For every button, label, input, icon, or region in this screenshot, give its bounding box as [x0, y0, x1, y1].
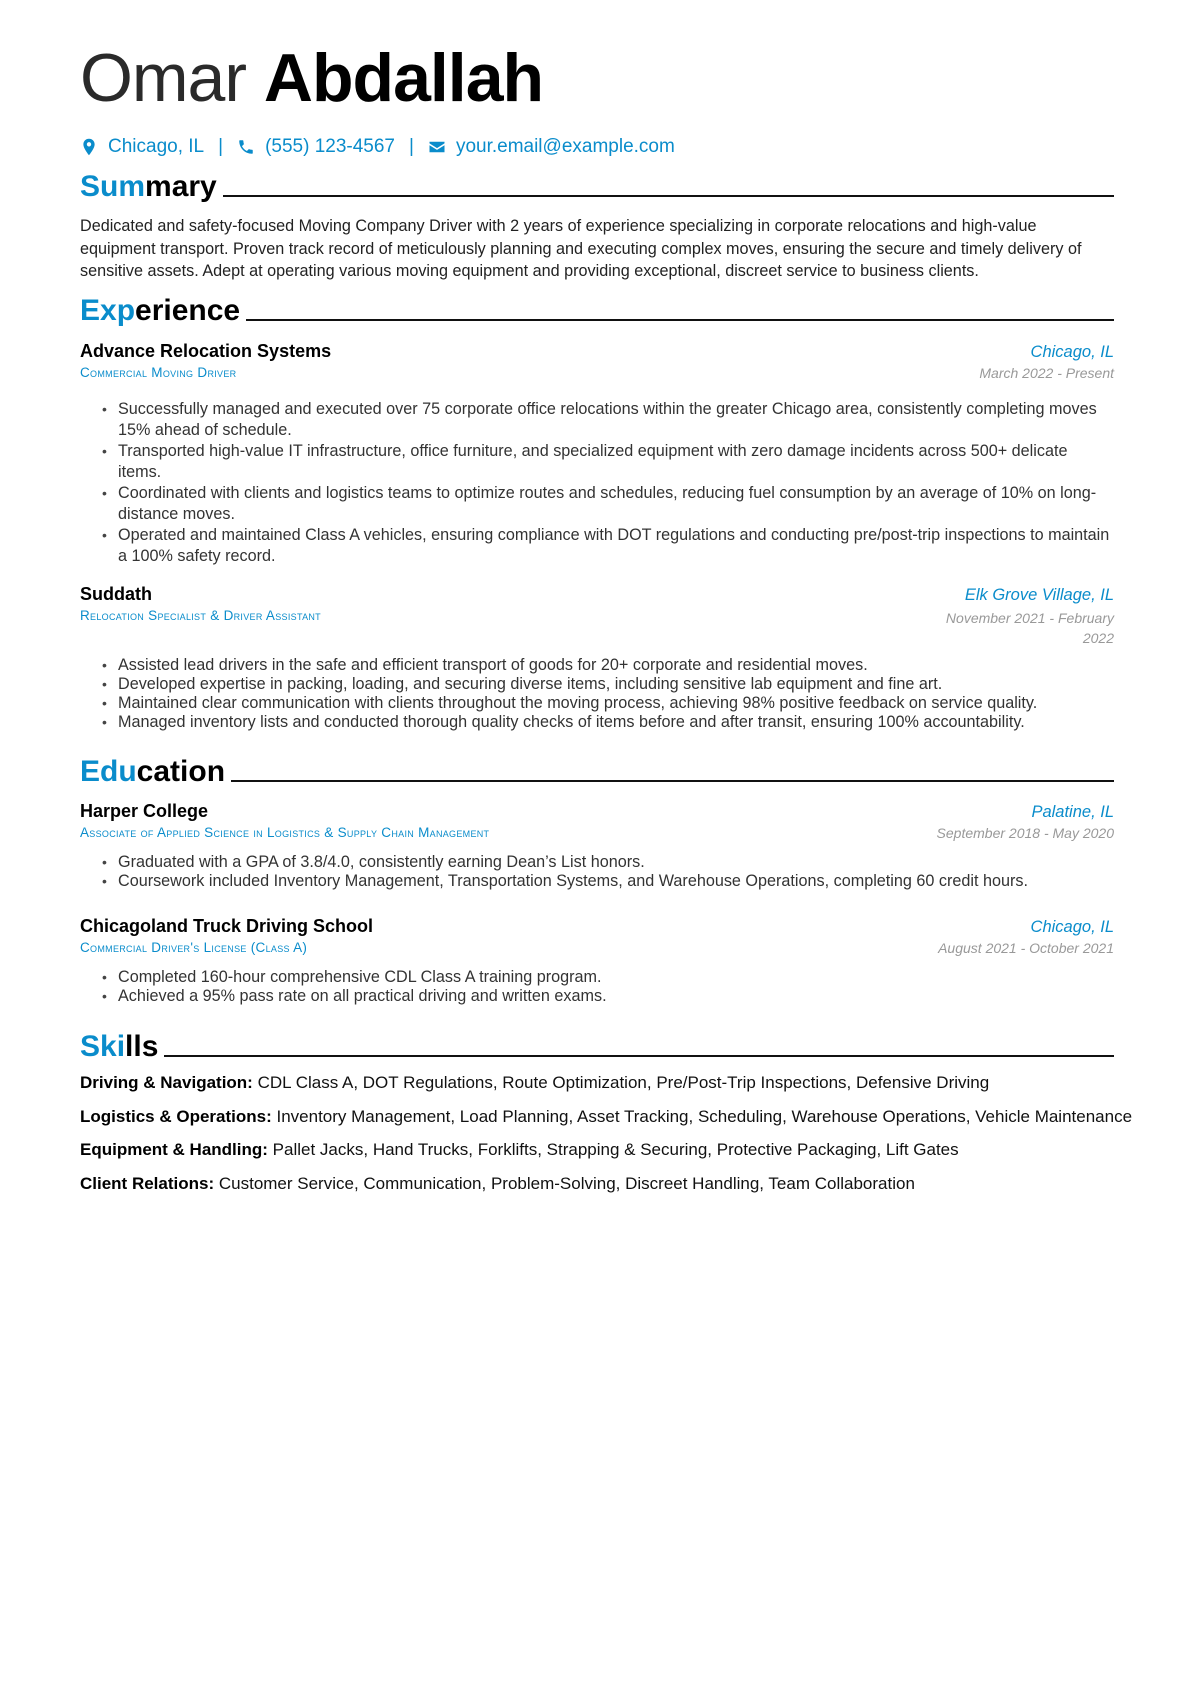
title-rest: lls [125, 1030, 159, 1063]
job-bullets [80, 656, 1114, 732]
contact-phone[interactable] [237, 136, 395, 158]
contact-bar [80, 133, 675, 161]
map-marker-icon [80, 138, 98, 156]
skill-category: Client Relations: [80, 1173, 215, 1193]
skill-row [80, 1173, 1114, 1207]
title-accent: Exp [80, 294, 136, 327]
last-name: Abdallah [263, 40, 544, 116]
location-text: Chicago, IL [108, 136, 205, 157]
section-rule [246, 319, 1114, 321]
title-accent: Ski [80, 1030, 126, 1063]
section-title [80, 170, 217, 204]
skill-row [80, 1106, 1133, 1140]
title-rest: cation [136, 755, 226, 788]
education-heading [80, 755, 1114, 789]
job-location: Chicago, IL [1030, 343, 1114, 361]
skill-category: Equipment & Handling: [80, 1140, 268, 1159]
experience-entry [80, 584, 1114, 732]
education-entry [80, 916, 1114, 1006]
job-dates: March 2022 - Present [979, 365, 1114, 381]
list-item: • Successfully managed and executed over 75 corporate office relocations within the greater Chicago area, consistently completing moves 15% ahead of schedule. [118, 399, 1114, 441]
degree-title: Commercial Driver's License (Class A) [80, 940, 308, 955]
employer-name: Advance Relocation Systems [80, 341, 332, 361]
degree-title: Associate of Applied Science in Logistics & Supply Chain Management [80, 825, 490, 840]
title-accent: Edu [80, 755, 137, 788]
section-title [80, 1030, 158, 1064]
skills-heading [80, 1030, 1114, 1064]
title-accent: Sum [80, 170, 146, 203]
contact-email[interactable] [428, 136, 675, 158]
school-location: Palatine, IL [1031, 803, 1114, 821]
phone-icon [237, 138, 255, 156]
skill-row [80, 1139, 1114, 1173]
list-item: • Completed 160-hour comprehensive CDL Class A training program. [118, 968, 1114, 987]
phone-text: (555) 123-4567 [265, 136, 395, 157]
school-dates: September 2018 - May 2020 [936, 825, 1114, 841]
contact-separator: | [409, 136, 414, 157]
section-rule [164, 1055, 1114, 1057]
skill-items: Inventory Management, Load Planning, Asset Tracking, Scheduling, Warehouse Operations, Vehicle Maintenance [276, 1106, 1133, 1126]
summary-heading [80, 170, 1114, 204]
list-item: • Graduated with a GPA of 3.8/4.0, consistently earning Dean’s List honors. [118, 853, 1114, 872]
list-item: • Developed expertise in packing, loading, and securing diverse items, including sensitive lab equipment and fine art. [118, 675, 1114, 694]
email-text: your.email@example.com [455, 136, 675, 157]
section-title [80, 294, 240, 328]
contact-separator: | [218, 136, 224, 157]
list-item: • Managed inventory lists and conducted thorough quality checks of items before and after transit, ensuring 100% accountability. [118, 713, 1114, 732]
job-location: Elk Grove Village, IL [964, 586, 1114, 604]
job-title: Relocation Specialist & Driver Assistant [80, 608, 321, 623]
first-name: Omar [80, 40, 246, 116]
title-rest: mary [145, 170, 217, 203]
section-rule [223, 195, 1114, 197]
experience-heading [80, 294, 1114, 328]
school-bullets [80, 968, 1114, 1006]
skill-items: Customer Service, Communication, Problem-Solving, Discreet Handling, Team Collaboration [218, 1173, 915, 1193]
job-dates: November 2021 - February 2022 [945, 610, 1114, 646]
job-title: Commercial Moving Driver [80, 365, 237, 380]
skill-items: Pallet Jacks, Hand Trucks, Forklifts, Strapping & Securing, Protective Packaging, Lift Gates [272, 1140, 959, 1159]
experience-entry [80, 341, 1114, 567]
list-item: • Coordinated with clients and logistics teams to optimize routes and schedules, reducing fuel consumption by an average of 10% on long-distance moves. [118, 483, 1114, 525]
skill-category: Driving & Navigation: [80, 1073, 253, 1092]
school-location: Chicago, IL [1030, 918, 1114, 936]
skill-items: CDL Class A, DOT Regulations, Route Optimization, Pre/Post-Trip Inspections, Defensive Driving [257, 1073, 990, 1092]
skill-category: Logistics & Operations: [80, 1106, 272, 1126]
title-rest: erience [135, 294, 241, 327]
list-item: • Maintained clear communication with clients throughout the moving process, achieving 98% positive feedback on service quality. [118, 694, 1114, 713]
list-item: • Assisted lead drivers in the safe and efficient transport of goods for 20+ corporate and residential moves. [118, 656, 1114, 675]
candidate-name [80, 38, 543, 118]
skills-list [80, 1072, 1133, 1206]
education-entry [80, 801, 1114, 891]
section-rule [231, 780, 1114, 782]
list-item: • Operated and maintained Class A vehicles, ensuring compliance with DOT regulations and conducting pre/post-trip inspections to maintain a 100% safety record. [118, 525, 1114, 567]
contact-location [80, 136, 204, 158]
list-item: • Achieved a 95% pass rate on all practical driving and written exams. [118, 987, 1114, 1006]
school-bullets [80, 853, 1114, 891]
job-bullets [80, 399, 1114, 567]
employer-name: Suddath [80, 584, 152, 604]
skill-row [80, 1072, 1114, 1106]
school-name: Chicagoland Truck Driving School [80, 916, 374, 936]
school-dates: August 2021 - October 2021 [938, 940, 1114, 956]
envelope-icon [428, 138, 446, 156]
list-item: • Coursework included Inventory Management, Transportation Systems, and Warehouse Operations, completing 60 credit hours. [118, 872, 1114, 891]
summary-text: Dedicated and safety-focused Moving Company Driver with 2 years of experience specializing in corporate relocations and high-value equipment transport. Proven track record of meticulously planning and executing complex moves, ensuring the secure and timely delivery of sensitive assets. Adept at operating various moving equipment and providing exceptional, discreet service to business clients. [80, 217, 1082, 280]
list-item: • Transported high-value IT infrastructure, office furniture, and specialized equipment with zero damage incidents across 500+ delicate items. [118, 441, 1114, 483]
school-name: Harper College [80, 801, 209, 821]
section-title [80, 755, 225, 789]
